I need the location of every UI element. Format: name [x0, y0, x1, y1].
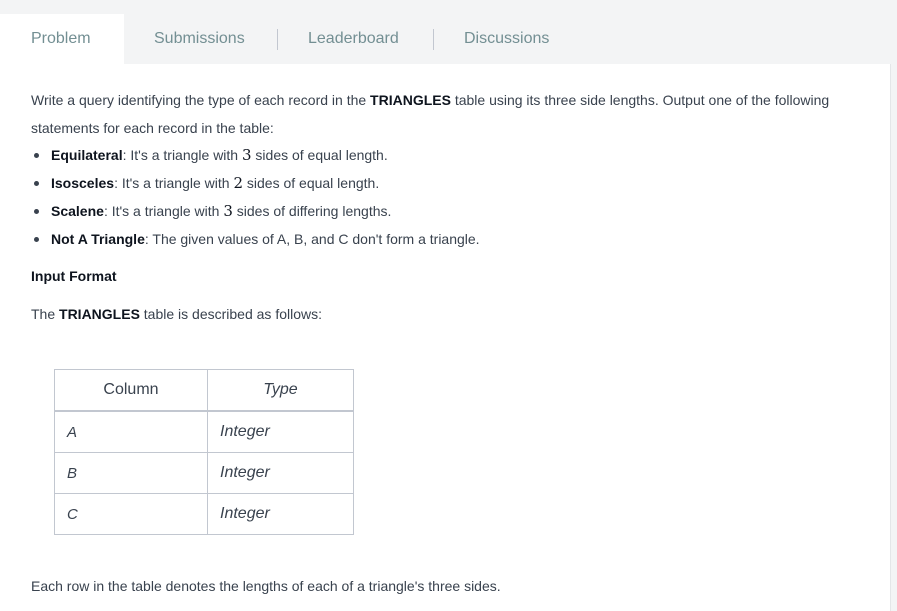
bullet-icon	[34, 209, 39, 214]
item-term: Equilateral	[51, 147, 123, 163]
schema-table	[54, 369, 354, 535]
intro-text: Write a query identifying the type of each record in the	[31, 92, 371, 108]
type-header: Type	[208, 370, 354, 412]
item-term: Scalene	[51, 203, 104, 219]
column-cell: C	[55, 494, 208, 535]
item-number: 3	[223, 202, 233, 220]
item-term: Isosceles	[51, 175, 115, 191]
column-cell: A	[55, 411, 208, 453]
item-number: 3	[241, 146, 252, 164]
tab-divider	[277, 29, 278, 50]
table-header-row	[55, 370, 354, 412]
column-header: Column	[55, 370, 208, 412]
desc-text: table is described as follows:	[139, 306, 322, 322]
item-term: Not A Triangle	[51, 231, 145, 247]
bullet-icon	[34, 181, 39, 186]
list-item	[31, 197, 811, 225]
table-row	[55, 453, 354, 494]
intro-text: table using its three side lengths. Output one of the following statements for each record in the table:	[31, 92, 830, 136]
bullet-icon	[34, 153, 39, 158]
footer-paragraph: Each row in the table denotes the lengths of each of a triangle's three sides.	[31, 578, 501, 594]
table-description	[31, 306, 322, 322]
tab-discussions[interactable]: Discussions	[464, 30, 550, 47]
list-item	[31, 141, 811, 169]
type-cell: Integer	[208, 453, 354, 494]
tab-divider	[433, 29, 434, 50]
tab-bar	[0, 0, 897, 64]
item-text: : The given values of A, B, and C don't form a triangle.	[144, 231, 480, 247]
table-row	[55, 494, 354, 535]
section-heading: Input Format	[31, 268, 117, 284]
tab-problem[interactable]	[0, 14, 124, 64]
column-cell: B	[55, 453, 208, 494]
tab-leaderboard[interactable]: Leaderboard	[308, 30, 399, 47]
list-item	[31, 225, 811, 253]
table-row	[55, 411, 354, 453]
item-text: : It's a triangle with	[122, 147, 242, 163]
intro-paragraph	[31, 86, 831, 142]
type-cell: Integer	[208, 494, 354, 535]
bullet-icon	[34, 237, 39, 242]
list-item	[31, 169, 811, 197]
desc-text: The	[31, 306, 60, 322]
type-cell: Integer	[208, 411, 354, 453]
tab-problem-label: Problem	[31, 30, 91, 47]
item-text: sides of equal length.	[251, 147, 388, 163]
item-text: sides of differing lengths.	[232, 203, 392, 219]
item-number: 2	[233, 174, 243, 192]
problem-card	[0, 64, 891, 611]
tab-submissions[interactable]: Submissions	[154, 30, 245, 47]
item-text: : It's a triangle with	[114, 175, 234, 191]
table-name: TRIANGLES	[59, 306, 140, 322]
table-name: TRIANGLES	[370, 92, 451, 108]
item-text: : It's a triangle with	[103, 203, 224, 219]
statement-list	[31, 141, 811, 253]
item-text: sides of equal length.	[243, 175, 380, 191]
